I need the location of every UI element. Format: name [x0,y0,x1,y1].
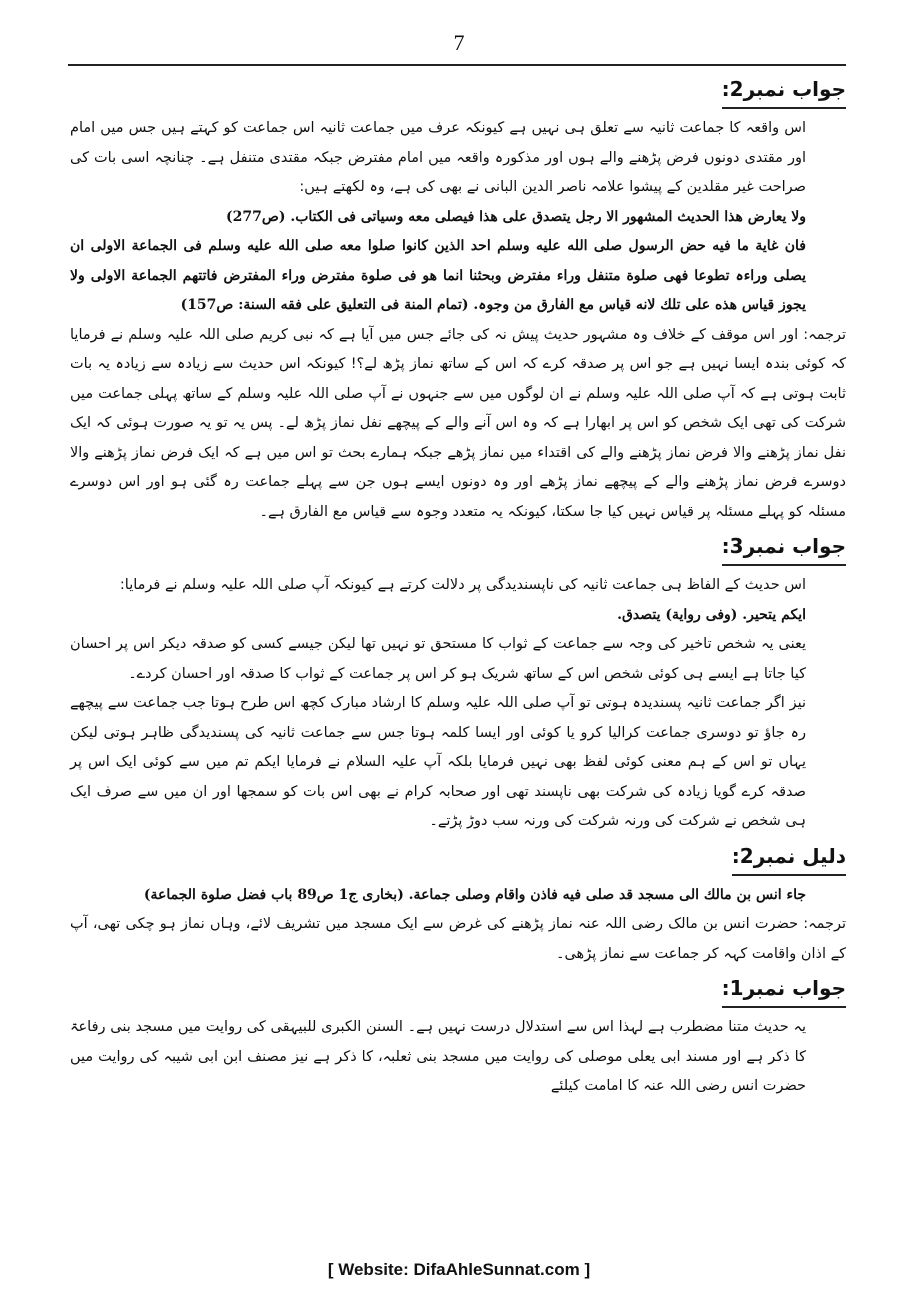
translation-paragraph: ترجمہ: حضرت انس بن مالک رضی اللہ عنہ نماز پڑھنے کی غرض سے ایک مسجد میں تشریف لائے، وہاں نماز ہو چکی تھی، آپ کے اذان واقامت کہہ کر جماعت سے نماز پڑھی۔ [70,916,846,962]
paragraph: اس واقعہ کا جماعت ثانیہ سے تعلق ہی نہیں ہے کیونکہ عرف میں جماعت ثانیہ اس جماعت کو کہتے ہیں جس میں امام اور مقتدی دونوں فرض پڑھنے والے ہوں اور مذکورہ واقعہ میں امام مفترض جبکہ مقتدی متنفل ہے۔ چنانچہ اسی بات کی صراحت غیر مقلدین کے پیشوا علامہ ناصر الدین البانی نے بھی کی ہے، وہ لکھتے ہیں: [70,120,806,195]
arabic-quote: جاء انس بن مالك الی مسجد قد صلی فیه فاذن واقام وصلی جماعة. (بخاری ج1 ص89 باب فضل صلوة الجماعة) [143,886,806,903]
translation-paragraph: ترجمہ: اور اس موقف کے خلاف وہ مشہور حدیث پیش نہ کی جائے جس میں آیا ہے کہ نبی کریم صلی اللہ علیہ وسلم نے فرمایا کہ کوئی بندہ ایسا نہیں ہے جو اس پر صدقہ کرے کہ اس کے ساتھ نماز پڑھ لے؟! کیونکہ اس حدیث سے زیادہ سے زیادہ یہ بات ثابت ہوتی ہے کہ آپ صلی اللہ علیہ وسلم نے ان لوگوں میں سے جنہوں نے آپ صلی اللہ علیہ وسلم کے ساتھ پہلی جماعت میں شرکت کی تھی ایک شخص کو اس پر ابھارا ہے کہ وہ اس آنے والے کے پیچھے نفل نماز پڑھ لے۔ پس یہ تو یہ صورت ہوئی کہ ایک نفل نماز پڑھنے والا فرض نماز پڑھنے والے کی اقتداء میں نماز پڑھے جبکہ ہمارے بحث تو اس میں ہے کہ ایک فرض نماز پڑھنے والا دوسرے فرض نماز پڑھنے والے کے پیچھے نماز پڑھے اور وہ دونوں ایسے ہوں جن سے پہلے جماعت رہ گئی ہو اور اس دوسرے مسئلہ کو پہلے مسئلہ پر قیاس نہیں کیا جا سکتا، کیونکہ یہ متعدد وجوہ سے قیاس مع الفارق ہے۔ [70,326,846,520]
paragraph: یعنی یہ شخص تاخیر کی وجہ سے جماعت کے ثواب کا مستحق تو نہیں تھا لیکن جیسے کسی کو صدقہ دیکر اس پر احسان کیا جاتا ہے ایسے ہی کوئی شخص اس کے ساتھ شریک ہو کر اس پر جماعت کے ثواب کا صدقہ اور احسان کردے۔ [70,636,806,682]
paragraph: نیز اگر جماعت ثانیہ پسندیدہ ہوتی تو آپ صلی اللہ علیہ وسلم کا ارشاد مبارک کچھ اس طرح ہوتا جب جماعت سے پیچھے رہ جاؤ تو دوسری جماعت کرالیا کرو یا کوئی اور ایسا کلمہ ہوتا جس سے جماعت ثانیہ کی پسندیدگی ظاہر ہوتی لیکن یہاں تو اس کے ہم معنی کوئی لفظ بھی نہیں فرمایا بلکہ آپ علیہ السلام نے فرمایا ایکم تم میں سے کوئی ایک اس پر صدقہ کرے گویا زیادہ کی شرکت بھی ناپسند تھی اور صحابہ کرام نے بھی اس بات کو سمجھا اور ان میں سے صرف ایک ہی شخص نے شرکت کی ورنہ شرکت کی ورنہ سب دوڑ پڑتے۔ [70,695,806,829]
page-number: 7 [453,30,465,55]
header-rule [68,64,846,66]
section-heading: دلیل نمبر2: [732,839,846,876]
section-heading: جواب نمبر2: [722,72,846,109]
arabic-quote: ایکم یتحیر. (وفی روایة) یتصدق. [617,606,806,623]
section-heading: جواب نمبر1: [722,971,846,1008]
paragraph: یہ حدیث متنا مضطرب ہے لہذا اس سے استدلال درست نہیں ہے۔ السنن الکبری للبیہقی کی روایت میں مسجد بنی رفاعۃ کا ذکر ہے اور مسند ابی یعلی موصلی کی روایت میں مسجد بنی ثعلبہ، کا ذکر ہے نیز مصنف ابن ابی شیبہ کی روایت میں حضرت انس رضی اللہ عنہ کا امامت کیلئے [70,1019,806,1094]
page-content [70,70,846,1102]
arabic-quote: فان غایة ما فیه حض الرسول صلی الله علیه وسلم احد الذین کانوا صلوا معه صلی الله علیه وسلم فی الجماعة الاولی ان یصلی وراءہ تطوعا فھی صلوة متنفل وراء مفترض وبحثنا انما ھو فی صلوة مفترض وراء المفترض فاتتھم الجماعة الاولی ولا یجوز قیاس ھذه علی تلك لانه قیاس مع الفارق من وجوہ. (تمام المنة فی التعلیق علی فقه السنة: ص157) [70,238,806,313]
paragraph: اس حدیث کے الفاظ ہی جماعت ثانیہ کی ناپسندیدگی پر دلالت کرتے ہے کیونکہ آپ صلی اللہ علیہ وسلم نے فرمایا: [119,577,806,593]
website-footer: [ Website: DifaAhleSunnat.com ] [327,1260,591,1279]
arabic-quote: ولا یعارض ھذا الحدیث المشھور الا رجل یتصدق علی ھذا فیصلی معه وسیاتی فی الکتاب. (ص277) [226,208,806,225]
section-heading: جواب نمبر3: [722,529,846,566]
